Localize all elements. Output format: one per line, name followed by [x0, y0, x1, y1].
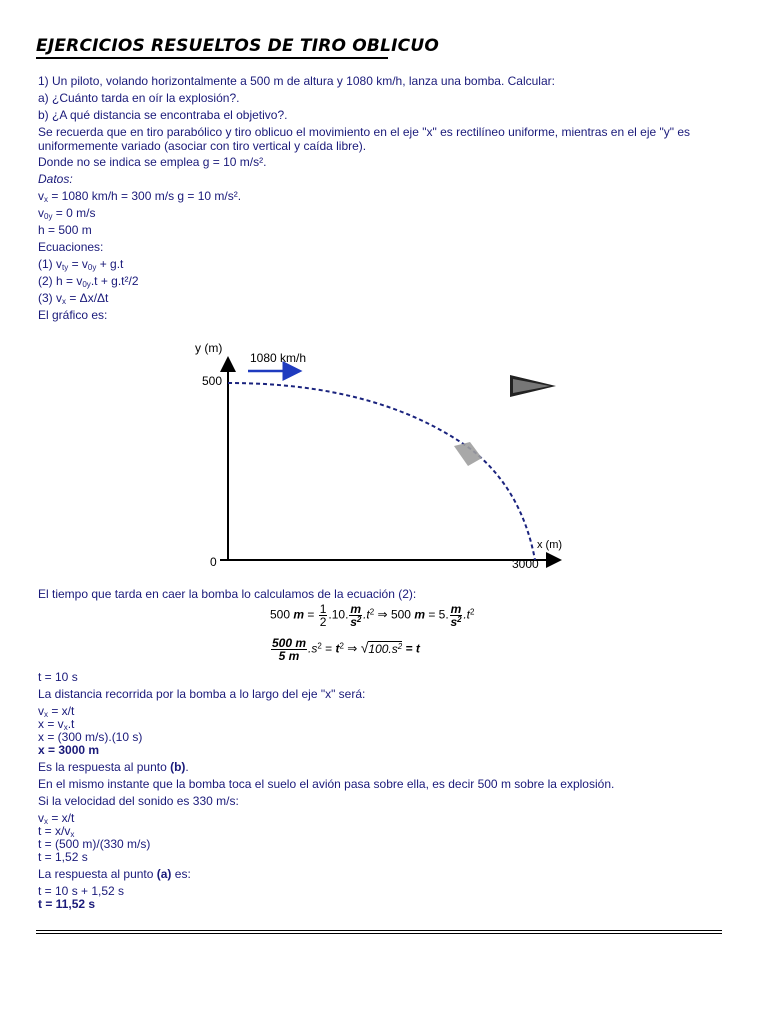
result-t-sound: t = 1,52 s — [38, 850, 88, 864]
calc-vx-2: $v_x = x/t$ — [38, 811, 75, 826]
datos-h: h = 500 m — [38, 223, 92, 237]
problem-statement: 1) Un piloto, volando horizontalmente a 500 m de altura y 1080 km/h, lanza una bomba. Calcular: — [38, 74, 555, 88]
calc-t: $t = x/v_x$ — [38, 824, 75, 839]
formula-1: 500 m = $\frac{1}{2}$ .10. $\frac{m}{s^2}$ $.t^2$ ⇒ 500 m = 5. $\frac{m}{s^2}$ $.t^2$ — [270, 602, 475, 629]
equation-3: (3) $v_x = \Delta x/\Delta t$ — [38, 291, 109, 306]
page-title: EJERCICIOS RESUELTOS DE TIRO OBLICUO — [36, 36, 439, 56]
y-tick-label: 500 — [202, 374, 223, 388]
answer-a: La respuesta al punto (a) es: — [38, 867, 191, 881]
trajectory-curve — [228, 383, 535, 560]
question-b: b) ¿A qué distancia se encontraba el objetivo?. — [38, 108, 288, 122]
question-a: a) ¿Cuánto tarda en oír la explosión?. — [38, 91, 240, 105]
formula-2: $\frac{500 m}{5 m}$ $.s^2 = t^2$ ⇒ $√100.s^2 = t$ — [272, 636, 420, 663]
result-total-t: t = 11,52 s — [38, 897, 96, 911]
ecuaciones-label: Ecuaciones: — [38, 240, 104, 254]
sound-speed-text: Si la velocidad del sonido es 330 m/s: — [38, 794, 239, 808]
tiempo-text: El tiempo que tarda en caer la bomba lo calculamos de la ecuación (2): — [38, 587, 417, 601]
calc-vx: $v_x = x/t$ — [38, 704, 75, 719]
result-t: t = 10 s — [38, 670, 78, 684]
bomb-icon — [454, 442, 482, 466]
calc-x-values: x = (300 m/s).(10 s) — [38, 730, 143, 744]
answer-b: Es la respuesta al punto (b). — [38, 760, 189, 774]
equation-2: (2) $h = v_{0y}.t + g.t^2/2$ — [38, 274, 139, 289]
y-axis-label: y (m) — [195, 341, 223, 355]
velocity-label: 1080 km/h — [250, 351, 307, 365]
footer-rule-1 — [36, 930, 722, 931]
origin-label: 0 — [210, 555, 217, 569]
explosion-text: En el mismo instante que la bomba toca el suelo el avión pasa sobre ella, es decir 500 m sobre la explosión. — [38, 777, 615, 791]
footer-rule-2 — [36, 933, 722, 934]
trajectory-graph — [180, 330, 580, 580]
grafico-label: El gráfico es: — [38, 308, 108, 322]
datos-vx: $v_x = 1080$ km/h = 300 m/s g = 10 m/s². — [38, 189, 242, 204]
gravity-note: Donde no se indica se emplea g = 10 m/s². — [38, 155, 267, 169]
distance-text: La distancia recorrida por la bomba a lo largo del eje "x" será: — [38, 687, 366, 701]
datos-v0y: $v_{0y} = 0$ m/s — [38, 206, 96, 221]
title-underline — [36, 57, 388, 59]
intro-note: Se recuerda que en tiro parabólico y tiro oblicuo el movimiento en el eje "x" es rectilíneo uniforme, mientras en el eje "y" es uniformemente variado (asociar con tiro vertical y caída libre). — [38, 125, 691, 153]
plane-icon — [510, 375, 556, 397]
x-axis-label: x (m) — [537, 539, 563, 551]
calc-total-t: t = 10 s + 1,52 s — [38, 884, 125, 898]
x-tick-label: 3000 — [512, 557, 539, 571]
calc-x: $x = v_x.t$ — [38, 717, 75, 732]
datos-label: Datos: — [38, 172, 73, 186]
equation-1: (1) $v_{ty} = v_{0y} + g.t$ — [38, 257, 124, 272]
result-x: x = 3000 m — [38, 743, 100, 757]
calc-t-values: t = (500 m)/(330 m/s) — [38, 837, 151, 851]
